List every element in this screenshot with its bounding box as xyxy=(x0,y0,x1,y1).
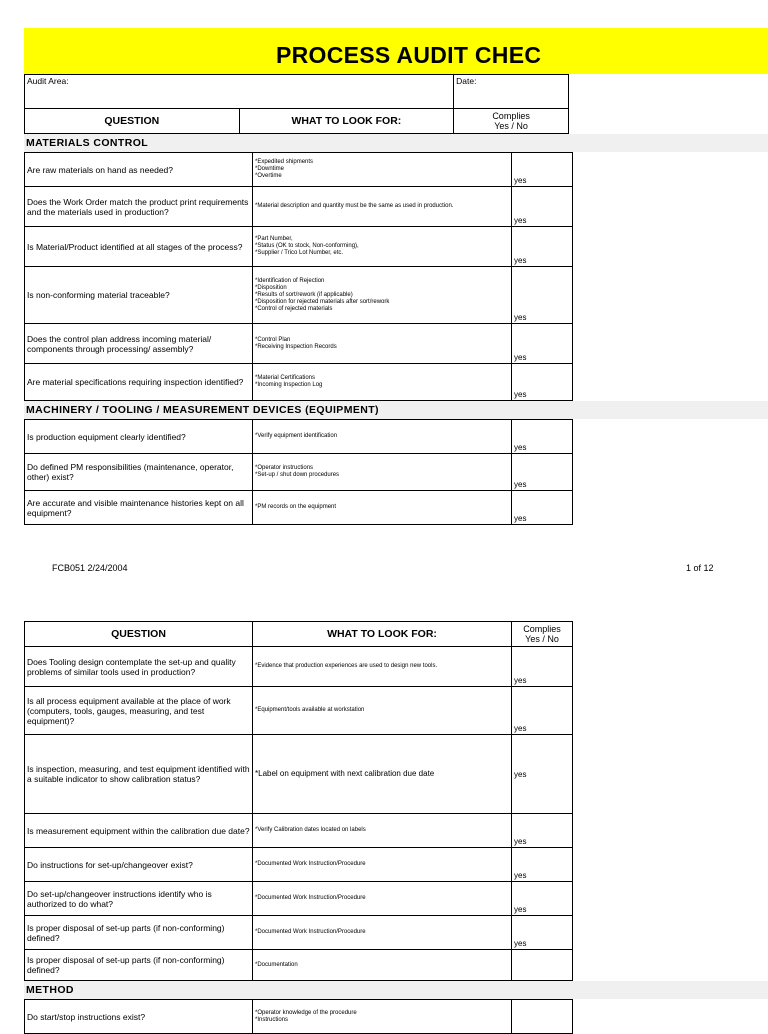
question-cell: Do start/stop instructions exist? xyxy=(25,1000,253,1034)
question-cell: Is proper disposal of set-up parts (if non-conforming) defined? xyxy=(25,950,253,981)
date-label: Date: xyxy=(456,76,477,86)
question-cell: Does Tooling design contemplate the set-up and quality problems of similar tools used in production? xyxy=(25,647,253,687)
look-for-cell: *Material Certifications *Incoming Inspection Log xyxy=(253,364,512,401)
section-machinery xyxy=(24,401,768,419)
table-row xyxy=(25,814,573,848)
look-for-cell: *Part Number, *Status (OK to stock, Non-conforming), *Supplier / Trico Lot Number, etc. xyxy=(253,227,512,267)
audit-header-table xyxy=(24,74,569,134)
machinery-table xyxy=(24,419,573,525)
footer-page-number: 1 of 12 xyxy=(686,563,714,573)
look-for-cell: *Documentation xyxy=(253,950,512,981)
complies-cell[interactable]: yes xyxy=(512,227,573,267)
table-row xyxy=(25,153,573,187)
question-cell: Do set-up/changeover instructions identify who is authorized to do what? xyxy=(25,882,253,916)
complies-cell[interactable]: yes xyxy=(512,882,573,916)
question-cell: Does the Work Order match the product print requirements and the materials used in production? xyxy=(25,187,253,227)
complies-cell[interactable]: yes xyxy=(512,153,573,187)
table-row xyxy=(25,882,573,916)
complies-cell[interactable]: yes xyxy=(512,735,573,814)
complies-cell[interactable]: yes xyxy=(512,454,573,491)
question-cell: Is proper disposal of set-up parts (if non-conforming) defined? xyxy=(25,916,253,950)
table-row xyxy=(25,647,573,687)
materials-table xyxy=(24,152,573,401)
table-row xyxy=(25,687,573,735)
question-cell: Is measurement equipment within the calibration due date? xyxy=(25,814,253,848)
look-for-cell: *Documented Work Instruction/Procedure xyxy=(253,882,512,916)
complies-cell[interactable]: yes xyxy=(512,687,573,735)
complies-cell[interactable] xyxy=(512,1000,573,1034)
look-for-header: WHAT TO LOOK FOR: xyxy=(253,622,512,647)
table-row xyxy=(25,916,573,950)
look-for-cell: *Operator instructions *Set-up / shut down procedures xyxy=(253,454,512,491)
look-for-cell: *Control Plan *Receiving Inspection Records xyxy=(253,324,512,364)
question-cell: Does the control plan address incoming material/ components through processing/ assembly? xyxy=(25,324,253,364)
table-row xyxy=(25,187,573,227)
title-bar xyxy=(24,28,768,74)
footer-code: FCB051 2/24/2004 xyxy=(52,563,128,573)
complies-cell[interactable]: yes xyxy=(512,916,573,950)
date-cell[interactable] xyxy=(454,75,569,109)
question-cell: Is production equipment clearly identified? xyxy=(25,420,253,454)
question-cell: Are material specifications requiring inspection identified? xyxy=(25,364,253,401)
look-for-cell: *Equipment/tools available at workstation xyxy=(253,687,512,735)
table-row xyxy=(25,491,573,525)
look-for-cell: *Verify equipment identification xyxy=(253,420,512,454)
look-for-cell: *PM records on the equipment xyxy=(253,491,512,525)
audit-area-cell[interactable] xyxy=(25,75,454,109)
complies-cell[interactable]: yes xyxy=(512,491,573,525)
section-label: MATERIALS CONTROL xyxy=(26,137,149,149)
complies-cell[interactable]: yes xyxy=(512,364,573,401)
complies-cell[interactable]: yes xyxy=(512,814,573,848)
page-title: PROCESS AUDIT CHEC xyxy=(276,42,542,68)
table-row xyxy=(25,848,573,882)
look-for-cell: *Identification of Rejection *Disposition *Results of sort/rework (if applicable) *Disposition for rejected materials after sort/rework *Control of rejected materials xyxy=(253,267,512,324)
table-row xyxy=(25,1000,573,1034)
look-for-cell: *Label on equipment with next calibration due date xyxy=(253,735,512,814)
page-2 xyxy=(24,621,768,1034)
question-header: QUESTION xyxy=(25,109,240,134)
question-cell: Do defined PM responsibilities (maintenance, operator, other) exist? xyxy=(25,454,253,491)
question-cell: Do instructions for set-up/changeover exist? xyxy=(25,848,253,882)
question-header: QUESTION xyxy=(25,622,253,647)
table-row xyxy=(25,227,573,267)
complies-cell[interactable]: yes xyxy=(512,267,573,324)
section-materials-control xyxy=(24,134,768,152)
look-for-cell: *Evidence that production experiences are used to design new tools. xyxy=(253,647,512,687)
section-method xyxy=(24,981,768,999)
section-label: METHOD xyxy=(26,984,74,996)
page-1 xyxy=(24,74,768,525)
complies-header: Complies Yes / No xyxy=(512,622,573,647)
page2-table xyxy=(24,621,573,981)
audit-area-label: Audit Area: xyxy=(27,76,69,86)
question-cell: Is Material/Product identified at all stages of the process? xyxy=(25,227,253,267)
look-for-cell: *Verify Calibration dates located on labels xyxy=(253,814,512,848)
table-row xyxy=(25,267,573,324)
look-for-cell: *Documented Work Instruction/Procedure xyxy=(253,916,512,950)
table-row xyxy=(25,454,573,491)
table-row xyxy=(25,364,573,401)
table-row xyxy=(25,950,573,981)
section-label: MACHINERY / TOOLING / MEASUREMENT DEVICES (EQUIPMENT) xyxy=(26,404,379,416)
look-for-cell: *Operator knowledge of the procedure *Instructions xyxy=(253,1000,512,1034)
complies-cell[interactable]: yes xyxy=(512,420,573,454)
table-row xyxy=(25,324,573,364)
question-cell: Are accurate and visible maintenance histories kept on all equipment? xyxy=(25,491,253,525)
table-row xyxy=(25,420,573,454)
question-cell: Is inspection, measuring, and test equipment identified with a suitable indicator to show calibration status? xyxy=(25,735,253,814)
complies-cell[interactable]: yes xyxy=(512,647,573,687)
look-for-header: WHAT TO LOOK FOR: xyxy=(239,109,454,134)
complies-cell[interactable] xyxy=(512,950,573,981)
look-for-cell: *Material description and quantity must be the same as used in production. xyxy=(253,187,512,227)
complies-cell[interactable]: yes xyxy=(512,187,573,227)
complies-cell[interactable]: yes xyxy=(512,324,573,364)
complies-header: Complies Yes / No xyxy=(454,109,569,134)
question-cell: Is all process equipment available at the place of work (computers, tools, gauges, measuring, and test equipment)? xyxy=(25,687,253,735)
complies-cell[interactable]: yes xyxy=(512,848,573,882)
look-for-cell: *Documented Work Instruction/Procedure xyxy=(253,848,512,882)
look-for-cell: *Expedited shipments *Downtime *Overtime xyxy=(253,153,512,187)
table-row xyxy=(25,735,573,814)
question-cell: Is non-conforming material traceable? xyxy=(25,267,253,324)
question-cell: Are raw materials on hand as needed? xyxy=(25,153,253,187)
method-table xyxy=(24,999,573,1034)
